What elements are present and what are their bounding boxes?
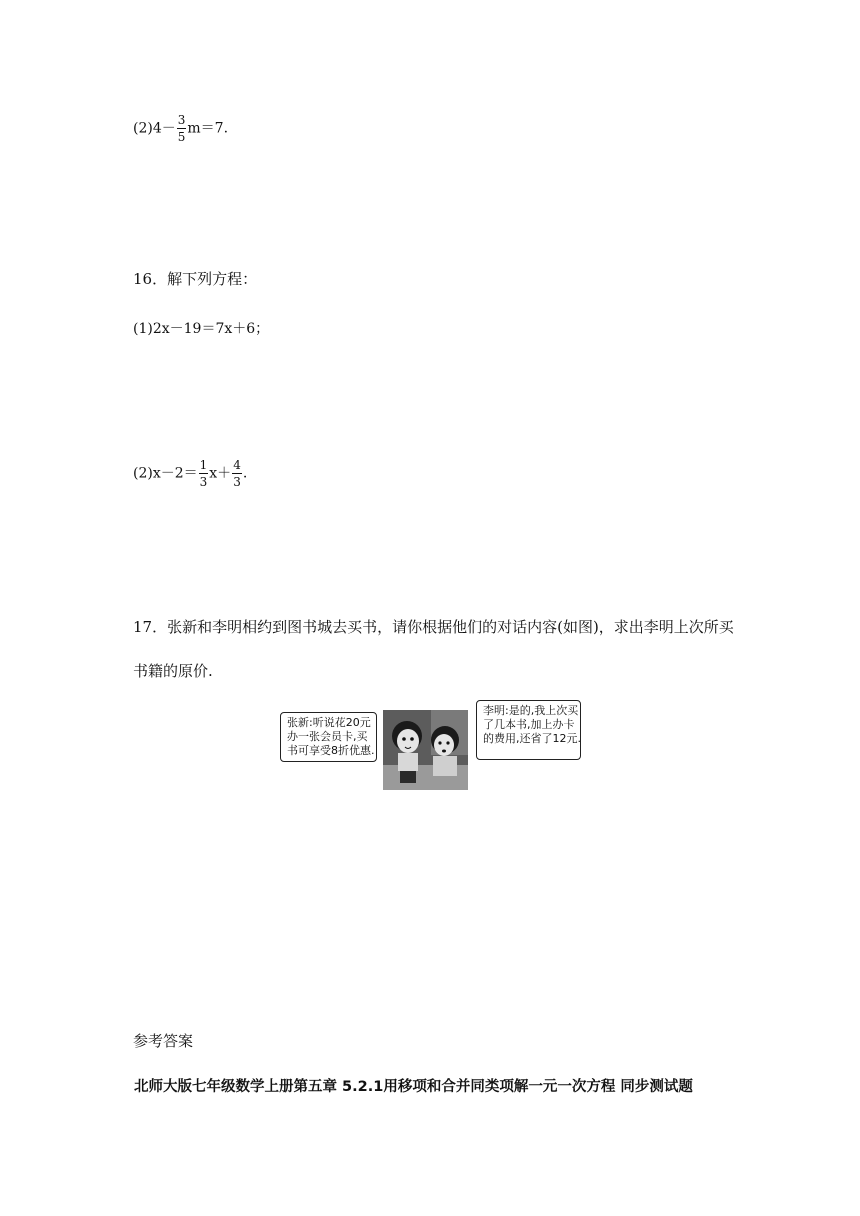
q15-part2-suffix: m＝7.: [187, 120, 229, 137]
q16-part2-prefix: (2)x－2＝: [133, 465, 198, 482]
fraction-numerator: 1: [199, 458, 208, 472]
fraction-numerator: 3: [177, 113, 186, 127]
q17-line2: 书籍的原价.: [133, 662, 213, 680]
q16-part2-mid: x＋: [209, 465, 232, 482]
fraction-denominator: 3: [233, 475, 241, 489]
fraction-denominator: 5: [177, 130, 186, 144]
right-bubble-line: 李明:是的,我上次买: [483, 704, 579, 717]
q16-title: 16．解下列方程：: [133, 270, 258, 288]
q16-part1-equation: (1)2x－19＝7x＋6；: [133, 321, 270, 337]
fraction-denominator: 3: [199, 475, 208, 489]
fraction-one-third: [199, 459, 209, 488]
q16-part2-suffix: .: [242, 465, 248, 482]
cartoon-drawing: [383, 710, 468, 790]
right-bubble-line: 了几本书,加上办卡: [483, 718, 575, 731]
q15-part2-prefix: (2)4－: [133, 120, 176, 137]
fraction-numerator: 4: [233, 458, 241, 472]
right-speech-bubble: [476, 700, 581, 760]
fraction-three-fifths: [177, 114, 187, 143]
right-bubble-line: 的费用,还省了12元.: [483, 732, 581, 745]
children-cartoon-image: [383, 710, 468, 790]
q16-part2-equation: [133, 459, 247, 488]
left-speech-bubble: [280, 712, 377, 762]
q15-part2-equation: [133, 114, 228, 143]
fraction-four-thirds: [232, 459, 242, 488]
left-bubble-line: 书可享受8折优惠.: [287, 744, 375, 757]
q17-line1: 17．张新和李明相约到图书城去买书，请你根据他们的对话内容(如图)，求出李明上次所买: [133, 618, 734, 636]
dialogue-illustration: [280, 697, 581, 792]
left-bubble-line: 张新:听说花20元: [287, 716, 371, 729]
left-bubble-line: 办一张会员卡,买: [287, 730, 368, 743]
answers-heading: 参考答案: [133, 1032, 194, 1050]
document-title: 北师大版七年级数学上册第五章 5.2.1用移项和合并同类项解一元一次方程 同步测试题: [134, 1079, 693, 1095]
